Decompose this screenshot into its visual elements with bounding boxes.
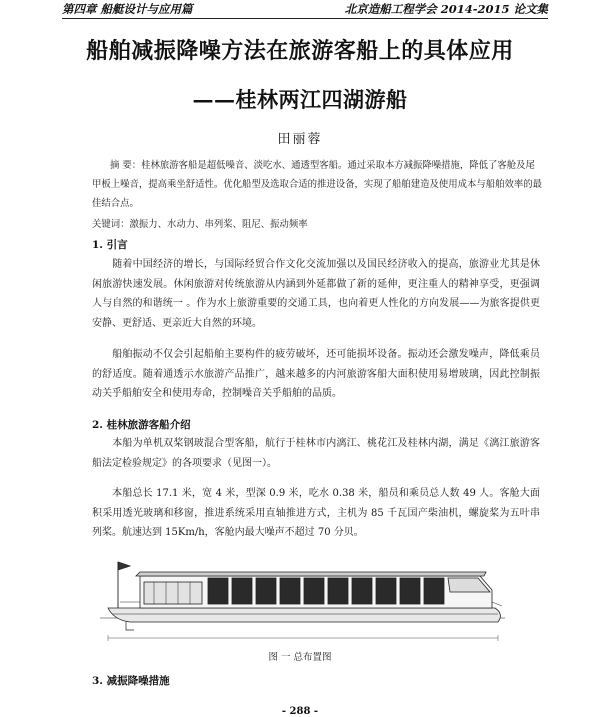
roof bbox=[136, 572, 486, 576]
keywords: 关键词：激振力、水动力、串列桨、阻尼、振动频率 bbox=[92, 219, 308, 230]
aft-cabin bbox=[144, 582, 202, 604]
paragraph-ship-1 bbox=[92, 434, 540, 473]
paper-subtitle: ——桂林两江四湖游船 bbox=[192, 87, 408, 112]
paper-title: 船舶减振降噪方法在旅游客船上的具体应用 bbox=[86, 38, 514, 64]
figure-caption: 图 一 总布置图 bbox=[268, 652, 332, 663]
ship-drawing bbox=[100, 562, 505, 641]
rudder bbox=[126, 622, 134, 630]
paragraph-ship-2 bbox=[92, 484, 540, 543]
paragraph-text: 本船为单机双桨钢玻混合型客船，航行于桂林市内漓江、桃花江及桂林内湖，满足《漓江旅游客船法定检验规定》的各项要求（见图一）。 bbox=[92, 438, 540, 469]
header-chapter: 第四章 船艇设计与应用篇 bbox=[62, 2, 193, 16]
page-number: - 288 - bbox=[281, 706, 319, 717]
running-header bbox=[62, 0, 548, 19]
paragraph-text: 本船总长 17.1 米，宽 4 米，型深 0.9 米，吃水 0.38 米，船员和乘员总人数 49 人。客舱大面积采用透光玻璃和移窗，推进系统采用直轴推进方式，主机为 85 千瓦国产柴油机，螺旋桨为五叶串列桨。航速达到 15Km/h，客舱内最大噪声不超过 70 分贝。 bbox=[92, 488, 540, 538]
ship-general-arrangement-figure bbox=[100, 556, 508, 646]
flag bbox=[118, 562, 130, 570]
abstract bbox=[92, 156, 542, 213]
paragraph-text: 船舶振动不仅会引起船舶主要构件的疲劳破坏，还可能损坏设备。振动还会激发噪声，降低乘员的舒适度。随着通透示水旅游产品推广，越来越多的内河旅游客船大面积使用易增玻璃，因此控制振动关乎船舶安全和使用寿命，控制噪音关乎船舶的品质。 bbox=[92, 349, 540, 399]
hull bbox=[108, 608, 500, 622]
section-heading-ship: 2. 桂林旅游客船介绍 bbox=[92, 419, 191, 431]
abstract-text: 摘 要：桂林旅游客船是超低噪音、淡吃水、通透型客船。通过采取本方减振降噪措施，降低了客舱及尾甲板上噪音，提高乘坐舒适性。优化船型及选取合适的推进设备，实现了船舶建造及使用成本与船舶效率的最佳结合点。 bbox=[92, 160, 543, 209]
paragraph-text: 随着中国经济的增长，与国际经贸合作文化交流加强以及国民经济收入的提高，旅游业尤其是休闲旅游快速发展。休闲旅游对传统旅游从内涵到外延都做了新的延伸，更注重人的精神享受，更强调人与自然的和谐统一 。作为水上旅游重要的交通工具，也向着更人性化的方向发展——为旅客提供更安静、更舒适、更亲近大自然的环境。 bbox=[92, 259, 540, 329]
author-name: 田丽蓉 bbox=[277, 132, 323, 147]
header-proceedings: 北京造船工程学会 2014-2015 论文集 bbox=[344, 2, 548, 16]
section-heading-measures: 3. 减振降噪措施 bbox=[92, 675, 170, 687]
paragraph-intro-1 bbox=[92, 255, 540, 333]
paragraph-intro-2 bbox=[92, 345, 540, 404]
section-heading-intro: 1. 引言 bbox=[92, 239, 128, 251]
